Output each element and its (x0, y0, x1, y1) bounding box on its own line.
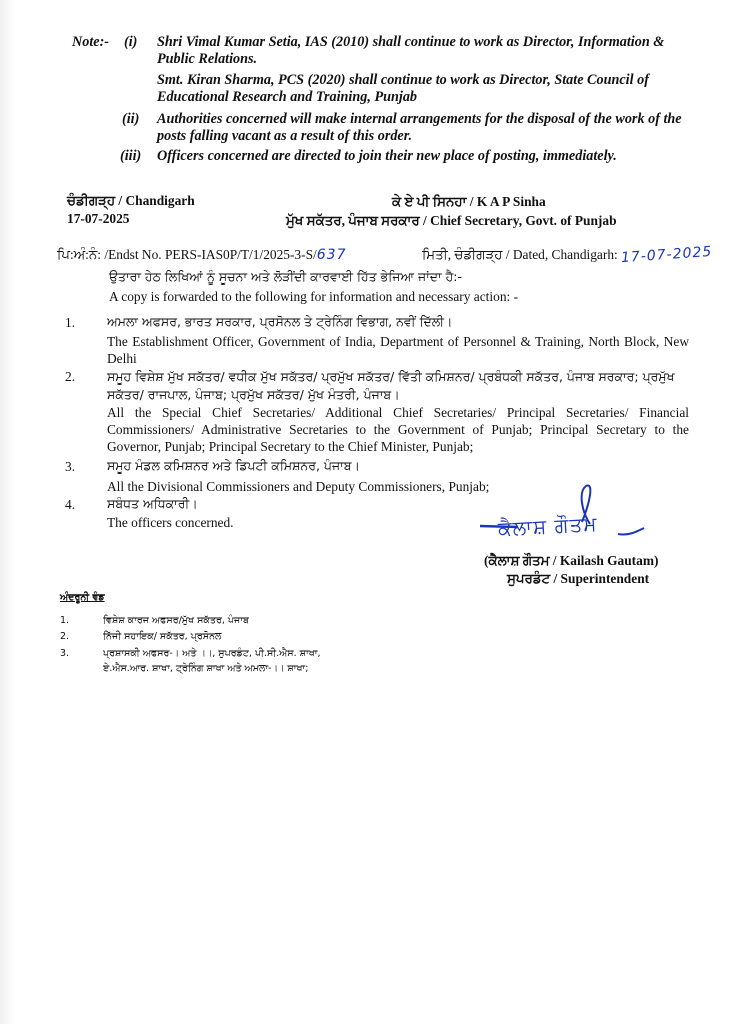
internal-item-2: ਨਿੱਜੀ ਸਹਾਇਕ/ ਸਕੱਤਰ, ਪ੍ਰਸੋਨਲ (103, 631, 222, 642)
note-num-1: (i) (124, 34, 138, 50)
recipient-1-punjabi: ਅਮਲਾ ਅਫਸਰ, ਭਾਰਤ ਸਰਕਾਰ, ਪ੍ਰਸੋਨਲ ਤੇ ਟ੍ਰੇਨਿੰਗ ਵਿਭਾਗ, ਨਵੀਂ ਦਿੱਲੀ। (107, 314, 453, 329)
recipient-num-2: 2. (65, 369, 76, 384)
recipient-3-english: All the Divisional Commissioners and Deputy Commissioners, Punjab; (107, 479, 490, 494)
internal-num-2: 2. (60, 631, 70, 642)
recipient-4-english: The officers concerned. (107, 515, 234, 530)
note-1-line-2: Smt. Kiran Sharma, PCS (2020) shall continue to work as Director, State Council of Educational Research and Training, Punjab (157, 72, 649, 105)
internal-num-3: 3. (60, 648, 70, 659)
recipient-3-punjabi: ਸਮੂਹ ਮੰਡਲ ਕਮਿਸ਼ਨਰ ਅਤੇ ਡਿਪਟੀ ਕਮਿਸ਼ਨਰ, ਪੰਜਾਬ। (107, 458, 360, 473)
signatory-designation: ਸੁਪਰਡੰਟ / Superintendent (507, 571, 650, 586)
place: ਚੰਡੀਗੜ੍ਹ / Chandigarh (67, 193, 195, 208)
endorsement-handwritten-number: 637 (316, 247, 347, 263)
signature: ਕੈਲਾਸ਼ ਗੌਤਮ (497, 511, 598, 541)
forward-english: A copy is forwarded to the following for information and necessary action: - (109, 289, 519, 304)
recipient-num-1: 1. (65, 315, 76, 330)
note-3-text: Officers concerned are directed to join their new place of posting, immediately. (157, 148, 617, 164)
forward-punjabi: ਉਤਾਰਾ ਹੇਠ ਲਿਖਿਆਂ ਨੂੰ ਸੂਚਨਾ ਅਤੇ ਲੋੜੀਂਦੀ ਕਾਰਵਾਈ ਹਿੱਤ ਭੇਜਿਆ ਜਾਂਦਾ ਹੈ:- (109, 269, 462, 284)
recipient-num-3: 3. (65, 459, 76, 474)
recipient-1-english: The Establishment Officer, Government of India, Department of Personnel & Training, North Block, New Delhi (107, 334, 689, 366)
scan-edge (0, 0, 14, 1024)
recipient-2-english: All the Special Chief Secretaries/ Additional Chief Secretaries/ Principal Secretaries/ Financial Commissioners/ Administrative Secretaries to the Government of Punjab; Principal Secretary to the Governor, Punjab; Principal Secretary to the Chief Minister, Punjab; (107, 405, 689, 454)
order-date: 17-07-2025 (67, 211, 130, 226)
handwritten-date: 17-07-2025 (620, 243, 713, 267)
recipient-num-4: 4. (65, 497, 76, 512)
note-num-3: (iii) (120, 148, 142, 164)
endorsement-prefix: ਪਿ:ਅੰ:ਨੰ: /Endst No. PERS-IAS0P/T/1/2025-3-S/ (57, 247, 317, 262)
signatory-name: (ਕੈਲਾਸ਼ ਗੌਤਮ / Kailash Gautam) (484, 553, 659, 568)
internal-num-1: 1. (60, 615, 70, 626)
note-2-text: Authorities concerned will make internal arrangements for the disposal of the work of the posts falling vacant as a result of this order. (157, 111, 682, 144)
recipient-4-punjabi: ਸਬੰਧਤ ਅਧਿਕਾਰੀ। (107, 496, 198, 511)
dated-label: ਮਿਤੀ, ਚੰਡੀਗੜ੍ਹ / Dated, Chandigarh: (422, 247, 618, 262)
internal-item-3-line-2: ਏ.ਐਸ.ਆਰ. ਸ਼ਾਖਾ, ਟ੍ਰੇਨਿੰਗ ਸ਼ਾਖਾ ਅਤੇ ਅਮਲਾ-।। ਸ਼ਾਖਾ; (103, 663, 309, 674)
internal-item-1: ਵਿਸ਼ੇਸ਼ ਕਾਰਜ ਅਫਸਰ/ਮੁੱਖ ਸਕੱਤਰ, ਪੰਜਾਬ (103, 615, 249, 626)
recipient-2-punjabi: ਸਮੂਹ ਵਿਸ਼ੇਸ਼ ਮੁੱਖ ਸਕੱਤਰ/ ਵਧੀਕ ਮੁੱਖ ਸਕੱਤਰ/ ਪ੍ਰਮੁੱਖ ਸਕੱਤਰ/ ਵਿੱਤੀ ਕਮਿਸ਼ਨਰ/ ਪ੍ਰਬੰਧਕੀ ਸਕੱਤਰ, ਪੰਜਾਬ ਸਰਕਾਰ; ਪ੍ਰਮੁੱਖ ਸਕੱਤਰ/ ਰਾਜਪਾਲ, ਪੰਜਾਬ; ਪ੍ਰਮੁੱਖ ਸਕੱਤਰ/ ਮੁੱਖ ਮੰਤਰੀ, ਪੰਜਾਬ। (107, 369, 675, 402)
internal-item-3-line-1: ਪ੍ਰਸ਼ਾਸਕੀ ਅਫਸਰ-। ਅਤੇ ।।, ਸੁਪਰਡੰਟ, ਪੀ.ਸੀ.ਐਸ. ਸ਼ਾਖਾ, (103, 648, 321, 659)
note-num-2: (ii) (122, 111, 140, 127)
endorsement-number (57, 246, 347, 264)
issuer-name: ਕੇ ਏ ਪੀ ਸਿਨਹਾ / K A P Sinha (392, 194, 546, 209)
signature-underline (478, 522, 658, 542)
note-label: Note:- (72, 34, 110, 50)
issuer-designation: ਮੁੱਖ ਸਕੱਤਰ, ਪੰਜਾਬ ਸਰਕਾਰ / Chief Secretary, Govt. of Punjab (286, 213, 617, 228)
endorsement-dated (422, 243, 713, 267)
internal-distribution-heading: ਅੰਦਰੂਨੀ ਵੰਡ (60, 592, 105, 603)
note-1-line-1: Shri Vimal Kumar Setia, IAS (2010) shall continue to work as Director, Information & Public Relations. (157, 34, 665, 67)
